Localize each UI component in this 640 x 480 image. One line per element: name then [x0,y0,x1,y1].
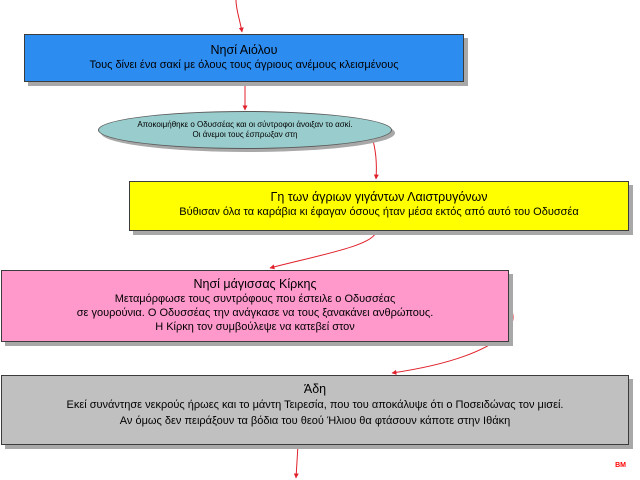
arrow-into-aiolos [236,0,242,32]
node-kirki-island [1,270,509,342]
node-adis [1,375,629,445]
arrow-laistrygones-to-kirki [270,231,376,268]
ellipse-line-1: Αποκοιμήθηκε ο Οδυσσέας και οι σύντροφοι άνοιξαν το ασκί. [137,120,353,129]
node-aiolos-title: Νησί Αιόλου [210,43,278,57]
node-kirki-line-1: Μεταμόρφωσε τους συντρόφους που έστειλε ο Οδυσσέας [114,293,396,305]
node-adis-line-1: Εκεί συνάντησε νεκρούς ήρωες και το μάντη Τειρεσία, που του αποκάλυψε ότι ο Ποσειδώνας τον μισεί. [66,399,564,411]
node-kirki-line-2: σε γουρούνια. Ο Οδυσσέας την ανάγκασε να τους ξανακάνει ανθρώπους. [76,307,434,319]
node-aiolos-island [24,34,464,82]
node-laistrygones-title: Γη των άγριων γιγάντων Λαιστρυγόνων [270,190,488,204]
arrow-out-of-adis [296,445,298,478]
node-transition-ellipse [98,111,392,149]
arrow-ellipse-to-laistrygones [372,137,376,179]
node-adis-line-2: Αν όμως δεν πειράξουν τα βόδια του θεού Ήλιου θα φτάσουν κάποτε στην Ιθάκη [119,415,511,427]
node-aiolos-text: Τους δίνει ένα σακί με όλους τους άγριους ανέμους κλεισμένους [89,59,399,71]
node-laistrygones-land [129,181,629,231]
ellipse-line-2: Οι άνεμοι τους έσπρωξαν στη [192,130,298,139]
node-adis-title: Άδη [303,382,327,396]
node-kirki-line-3: Η Κίρκη τον συμβούλεψε να κατεβεί στον [155,321,355,333]
author-signature: ΒΜ [615,462,626,469]
node-kirki-title: Νησί μάγισσας Κίρκης [193,277,317,291]
node-laistrygones-text: Βύθισαν όλα τα καράβια κι έφαγαν όσους ήταν μέσα εκτός από αυτό του Οδυσσέα [179,206,579,218]
